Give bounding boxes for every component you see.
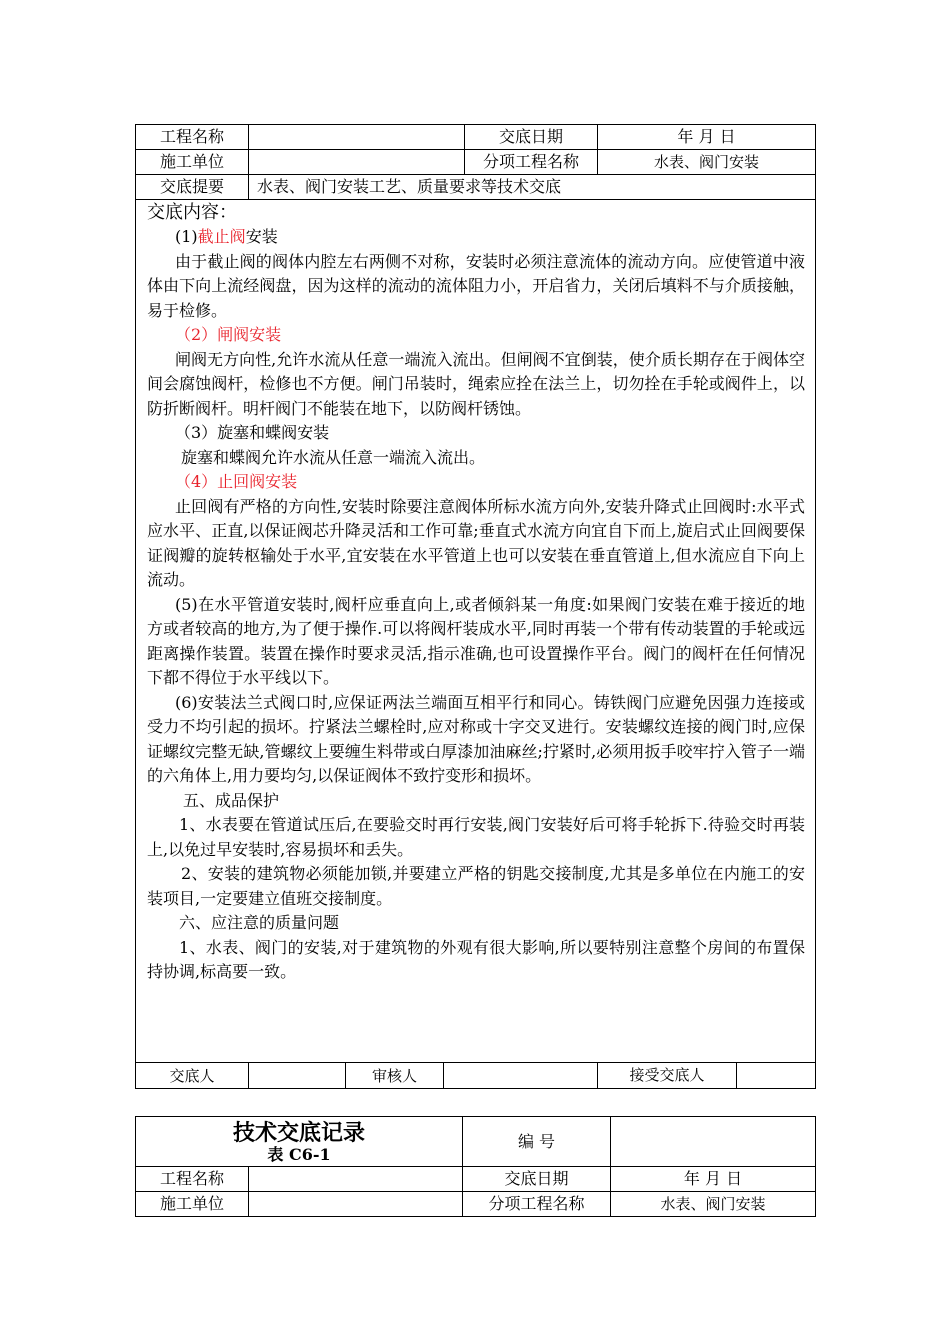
content-title: 交底内容： — [147, 202, 237, 223]
reviewer-value[interactable] — [444, 1063, 598, 1089]
section-5-item-2: 2、安装的建筑物必须能加锁,并要建立严格的钥匙交接制度,尤其是多单位在内施工的安装项目,一定要建立值班交接制度。 — [147, 864, 806, 908]
subitem-value-2[interactable]: 水表、阀门安装 — [611, 1192, 816, 1217]
receiver-block — [598, 1063, 816, 1089]
disclosure-table-1 — [135, 124, 816, 1089]
receiver-label: 接受交底人 — [598, 1063, 737, 1088]
heading-3: （3）旋塞和蝶阀安装 — [175, 423, 330, 442]
number-label: 编 号 — [463, 1117, 611, 1167]
summary-label: 交底提要 — [136, 175, 249, 200]
unit-value-2[interactable] — [249, 1192, 463, 1217]
date-label: 交底日期 — [465, 125, 598, 150]
date-value[interactable]: 年 月 日 — [598, 125, 816, 150]
subitem-label-2: 分项工程名称 — [463, 1192, 611, 1217]
paragraph-3: 旋塞和蝶阀允许水流从任意一端流入流出。 — [181, 447, 486, 467]
heading-1: (1)截止阀安装 — [175, 227, 278, 246]
project-name-value-2[interactable] — [249, 1167, 463, 1192]
subitem-value[interactable]: 水表、阀门安装 — [598, 150, 816, 175]
heading-2: （2）闸阀安装 — [175, 325, 282, 344]
handover-label: 交底人 — [136, 1063, 249, 1089]
handover-value[interactable] — [249, 1063, 346, 1089]
subitem-label: 分项工程名称 — [465, 150, 598, 175]
paragraph-4: 止回阀有严格的方向性,安装时除要注意阀体所标水流方向外,安装升降式止回阀时:水平式应水平、正直,以保证阀芯升降灵活和工作可靠;垂直式水流方向宜自下而上,旋启式止回阀要保证阀瓣的旋转枢输处于水平,宜安装在水平管道上也可以安装在垂直管道上,但水流应自下向上流动。 — [147, 496, 806, 589]
section-5-item-1: 1、水表要在管道试压后,在要验交时再行安装,阀门安装好后可将手轮拆下.待验交时再装上,以免过早安装时,容易损坏和丢失。 — [147, 815, 806, 859]
paragraph-1: 由于截止阀的阀体内腔左右两侧不对称，安装时必须注意流体的流动方向。应使管道中液体由下向上流经阀盘，因为这样的流动的流体阻力小，开启省力，关闭后填料不与介质接触，易于检修。 — [147, 251, 806, 320]
number-value[interactable] — [611, 1117, 816, 1167]
form-subtitle: 表 C6-1 — [267, 1144, 331, 1164]
paragraph-5: (5)在水平管道安装时,阀杆应垂直向上,或者倾斜某一角度:如果阀门安装在难于接近的地方或者较高的地方,为了便于操作.可以将阀杆装成水平,同时再装一个带有传动装置的手轮或远距离操作装置。装置在操作时要求灵活,指示准确,也可设置操作平台。阀门的阀杆在任何情况下都不得位于水平线以下。 — [147, 594, 806, 687]
paragraph-2: 闸阀无方向性,允许水流从任意一端流入流出。但闸阀不宜倒装，使介质长期存在于阀体空间会腐蚀阀杆，检修也不方便。闸门吊装时，绳索应拴在法兰上，切勿拴在手轮或阀件上，以防折断阀杆。明杆阀门不能装在地下，以防阀杆锈蚀。 — [147, 349, 806, 418]
summary-value[interactable]: 水表、阀门安装工艺、质量要求等技术交底 — [249, 175, 816, 200]
paragraph-6: (6)安装法兰式阀口时,应保证两法兰端面互相平行和同心。铸铁阀门应避免因强力连接或受力不均引起的损坏。拧紧法兰螺栓时,应对称或十字交叉进行。安装螺纹连接的阀门时,应保证螺纹完整无缺,管螺纹上要缠生料带或白厚漆加油麻丝;拧紧时,必须用扳手咬牢拧入管子一端的六角体上,用力要均匀,以保证阀体不致拧变形和损坏。 — [147, 692, 806, 785]
form-title-block — [136, 1117, 463, 1167]
project-name-value[interactable] — [249, 125, 465, 150]
section-6-heading: 六、应注意的质量问题 — [179, 913, 340, 932]
heading-4: （4）止回阀安装 — [175, 472, 298, 491]
unit-label: 施工单位 — [136, 150, 249, 175]
project-name-label: 工程名称 — [136, 125, 249, 150]
reviewer-label: 审核人 — [346, 1063, 444, 1089]
date-label-2: 交底日期 — [463, 1167, 611, 1192]
content-cell — [136, 200, 816, 1063]
section-5-heading: 五、成品保护 — [183, 790, 280, 810]
project-name-label-2: 工程名称 — [136, 1167, 249, 1192]
unit-label-2: 施工单位 — [136, 1192, 249, 1217]
form-title: 技术交底记录 — [233, 1119, 366, 1146]
receiver-value[interactable] — [737, 1063, 815, 1088]
date-value-2[interactable]: 年 月 日 — [611, 1167, 816, 1192]
unit-value[interactable] — [249, 150, 465, 175]
section-6-item-1: 1、水表、阀门的安装,对于建筑物的外观有很大影响,所以要特别注意整个房间的布置保持协调,标高要一致。 — [147, 937, 806, 981]
disclosure-table-2 — [135, 1116, 816, 1217]
